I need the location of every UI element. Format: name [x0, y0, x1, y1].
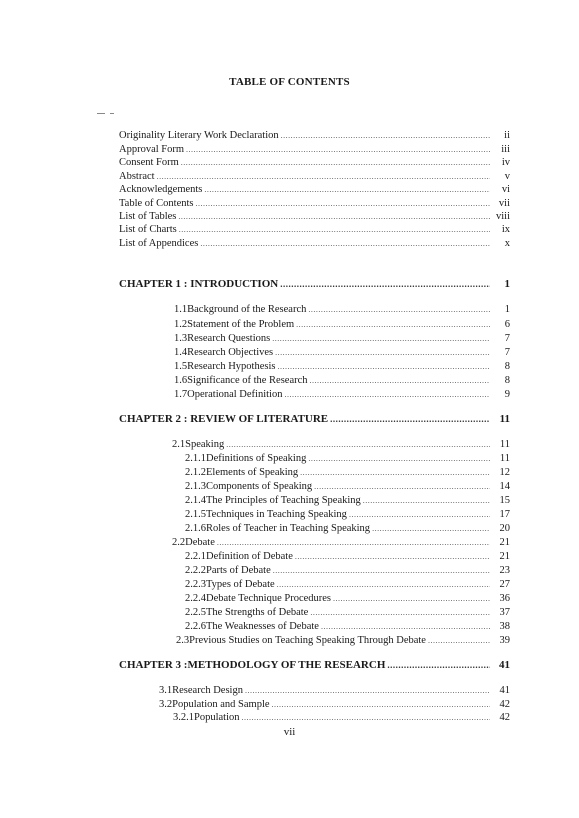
dot-leader [308, 303, 490, 316]
toc-entry[interactable] [119, 197, 510, 210]
entry-label: List of Appendices [119, 238, 199, 249]
entry-page: 11 [499, 453, 510, 464]
dot-leader [204, 183, 490, 196]
toc-entry[interactable] [185, 480, 510, 493]
section-number: 2.1.4 [185, 495, 206, 506]
entry-page: 8 [504, 361, 510, 372]
section-number: 2.2.2 [185, 565, 206, 576]
toc-entry[interactable] [185, 466, 510, 479]
section-number: 2.2.1 [185, 551, 206, 562]
section-number: 1.5 [174, 361, 188, 372]
toc-entry[interactable] [174, 346, 510, 359]
entry-page: v [504, 171, 510, 182]
entry-page: 42 [499, 699, 510, 710]
dot-leader [196, 197, 491, 210]
chapter-page: 1 [504, 278, 510, 290]
entry-page: 14 [499, 481, 510, 492]
toc-entry[interactable] [119, 170, 510, 183]
toc-entry[interactable] [119, 129, 510, 142]
dot-leader [295, 550, 490, 563]
entry-label: Operational Definition [187, 389, 283, 400]
toc-entry[interactable] [119, 143, 510, 156]
section-number: 2.3 [176, 635, 190, 646]
dot-leader [272, 332, 490, 345]
entry-label: Consent Form [119, 157, 179, 168]
entry-label: Originality Literary Work Declaration [119, 130, 279, 141]
chapter-label: CHAPTER 2 : REVIEW OF LITERATURE [119, 413, 329, 425]
dot-leader [314, 480, 490, 493]
entry-page: ii [504, 130, 510, 141]
toc-entry[interactable] [185, 578, 510, 591]
entry-page: 20 [499, 523, 510, 534]
dot-leader [277, 578, 490, 591]
entry-page: 9 [504, 389, 510, 400]
entry-page: 7 [504, 333, 510, 344]
dot-leader [273, 564, 490, 577]
toc-entry[interactable] [185, 564, 510, 577]
toc-entry[interactable] [174, 360, 510, 373]
entry-page: vii [498, 198, 510, 209]
toc-entry[interactable] [119, 156, 510, 169]
section-number: 2.2.3 [185, 579, 206, 590]
toc-entry[interactable] [172, 438, 510, 451]
toc-entry[interactable] [185, 550, 510, 563]
entry-label: Components of Speaking [206, 481, 313, 492]
dot-leader [333, 592, 490, 605]
dot-leader [272, 698, 490, 711]
entry-page: 1 [504, 304, 510, 315]
toc-entry[interactable] [119, 183, 510, 196]
toc-entry[interactable] [172, 536, 510, 549]
dot-leader [428, 634, 490, 647]
dot-leader [245, 684, 490, 697]
section-number: 2.1.3 [185, 481, 206, 492]
section-number: 1.1 [174, 304, 188, 315]
entry-page: 23 [499, 565, 510, 576]
entry-page: 7 [504, 347, 510, 358]
toc-entry[interactable] [119, 223, 510, 236]
dot-leader [280, 277, 490, 292]
toc-entry[interactable] [174, 303, 510, 316]
entry-page: 11 [499, 439, 510, 450]
toc-entry[interactable] [119, 237, 510, 250]
toc-entry[interactable] [174, 374, 510, 387]
entry-label: Approval Form [119, 144, 185, 155]
entry-label: Population [194, 712, 240, 723]
dot-leader [349, 508, 490, 521]
entry-page: 38 [499, 621, 510, 632]
dot-leader [321, 620, 490, 633]
section-number: 2.1 [172, 439, 186, 450]
entry-label: The Weaknesses of Debate [206, 621, 319, 632]
dot-leader [310, 606, 490, 619]
entry-label: Table of Contents [119, 198, 194, 209]
chapter-label: CHAPTER 1 : INTRODUCTION [119, 278, 279, 290]
entry-label: Parts of Debate [206, 565, 271, 576]
dot-leader [330, 412, 490, 427]
entry-label: Acknowledgements [119, 184, 203, 195]
dot-leader [179, 223, 490, 236]
entry-label: Research Hypothesis [187, 361, 276, 372]
dot-leader [310, 374, 490, 387]
entry-label: Techniques in Teaching Speaking [206, 509, 347, 520]
chapter-heading[interactable] [119, 412, 510, 427]
chapter-label: CHAPTER 3 :METHODOLOGY OF THE RESEARCH [119, 659, 386, 671]
toc-entry[interactable] [185, 606, 510, 619]
dot-leader [226, 438, 490, 451]
dot-leader [200, 237, 490, 250]
entry-page: 17 [499, 509, 510, 520]
scan-mark [110, 113, 114, 114]
entry-label: List of Tables [119, 211, 177, 222]
entry-page: iii [501, 144, 510, 155]
toc-entry[interactable] [174, 388, 510, 401]
toc-entry[interactable] [185, 522, 510, 535]
section-number: 1.2 [174, 319, 188, 330]
entry-label: List of Charts [119, 224, 177, 235]
entry-page: 37 [499, 607, 510, 618]
entry-page: 27 [499, 579, 510, 590]
entry-label: Significance of the Research [187, 375, 308, 386]
section-number: 2.2.6 [185, 621, 206, 632]
section-number: 2.2.4 [185, 593, 206, 604]
entry-label: Research Questions [187, 333, 271, 344]
dot-leader [300, 466, 490, 479]
entry-label: Population and Sample [172, 699, 270, 710]
toc-entry[interactable] [159, 698, 510, 711]
toc-entry[interactable] [174, 332, 510, 345]
entry-label: Speaking [185, 439, 225, 450]
dot-leader [387, 658, 490, 673]
entry-label: Definition of Debate [206, 551, 293, 562]
section-number: 2.1.2 [185, 467, 206, 478]
entry-page: 42 [499, 712, 510, 723]
section-number: 3.2.1 [173, 712, 194, 723]
entry-page: 39 [499, 635, 510, 646]
toc-entry[interactable] [176, 634, 510, 647]
entry-label: Roles of Teacher in Teaching Speaking [206, 523, 371, 534]
page-number: vii [283, 726, 296, 738]
section-number: 3.2 [159, 699, 173, 710]
dot-leader [281, 129, 490, 142]
dot-leader [275, 346, 490, 359]
section-number: 1.7 [174, 389, 188, 400]
toc-entry[interactable] [174, 318, 510, 331]
entry-page: viii [495, 211, 510, 222]
entry-page: 12 [499, 467, 510, 478]
chapter-heading[interactable] [119, 658, 510, 673]
entry-page: ix [501, 224, 510, 235]
entry-page: 36 [499, 593, 510, 604]
section-number: 1.3 [174, 333, 188, 344]
toc-entry[interactable] [185, 620, 510, 633]
entry-page: 21 [499, 537, 510, 548]
entry-page: iv [501, 157, 510, 168]
section-number: 1.4 [174, 347, 188, 358]
dot-leader [217, 536, 490, 549]
entry-page: 15 [499, 495, 510, 506]
chapter-heading[interactable] [119, 277, 510, 292]
entry-label: Elements of Speaking [206, 467, 299, 478]
dot-leader [277, 360, 490, 373]
toc-entry[interactable] [185, 508, 510, 521]
entry-page: 8 [504, 375, 510, 386]
dot-leader [308, 452, 490, 465]
dot-leader [242, 711, 490, 724]
dot-leader [363, 494, 490, 507]
dot-leader [181, 156, 490, 169]
dot-leader [296, 318, 490, 331]
entry-label: Debate [185, 537, 215, 548]
entry-label: Debate Technique Procedures [206, 593, 332, 604]
section-number: 2.1.5 [185, 509, 206, 520]
dot-leader [178, 210, 490, 223]
dot-leader [157, 170, 490, 183]
toc-entry[interactable] [173, 711, 510, 724]
entry-page: x [504, 238, 510, 249]
section-number: 1.6 [174, 375, 188, 386]
entry-label: Research Objectives [187, 347, 274, 358]
section-number: 2.2 [172, 537, 186, 548]
section-number: 2.1.1 [185, 453, 206, 464]
entry-label: Abstract [119, 171, 155, 182]
toc-entry[interactable] [185, 452, 510, 465]
toc-entry[interactable] [159, 684, 510, 697]
dot-leader [186, 143, 490, 156]
entry-label: Statement of the Problem [187, 319, 295, 330]
entry-page: 21 [499, 551, 510, 562]
toc-entry[interactable] [185, 592, 510, 605]
entry-label: Types of Debate [206, 579, 275, 590]
section-number: 2.2.5 [185, 607, 206, 618]
entry-page: vi [501, 184, 510, 195]
chapter-page: 41 [499, 659, 510, 671]
section-number: 3.1 [159, 685, 173, 696]
entry-page: 41 [499, 685, 510, 696]
dot-leader [284, 388, 490, 401]
entry-label: Definitions of Speaking [206, 453, 307, 464]
section-number: 2.1.6 [185, 523, 206, 534]
entry-page: 6 [504, 319, 510, 330]
entry-label: Background of the Research [187, 304, 307, 315]
page-title: TABLE OF CONTENTS [229, 76, 350, 88]
entry-label: Research Design [172, 685, 243, 696]
toc-entry[interactable] [119, 210, 510, 223]
entry-label: Previous Studies on Teaching Speaking Through Debate [189, 635, 426, 646]
entry-label: The Strengths of Debate [206, 607, 309, 618]
entry-label: The Principles of Teaching Speaking [206, 495, 361, 506]
dot-leader [372, 522, 490, 535]
toc-entry[interactable] [185, 494, 510, 507]
scan-mark [97, 113, 105, 114]
chapter-page: 11 [499, 413, 510, 425]
